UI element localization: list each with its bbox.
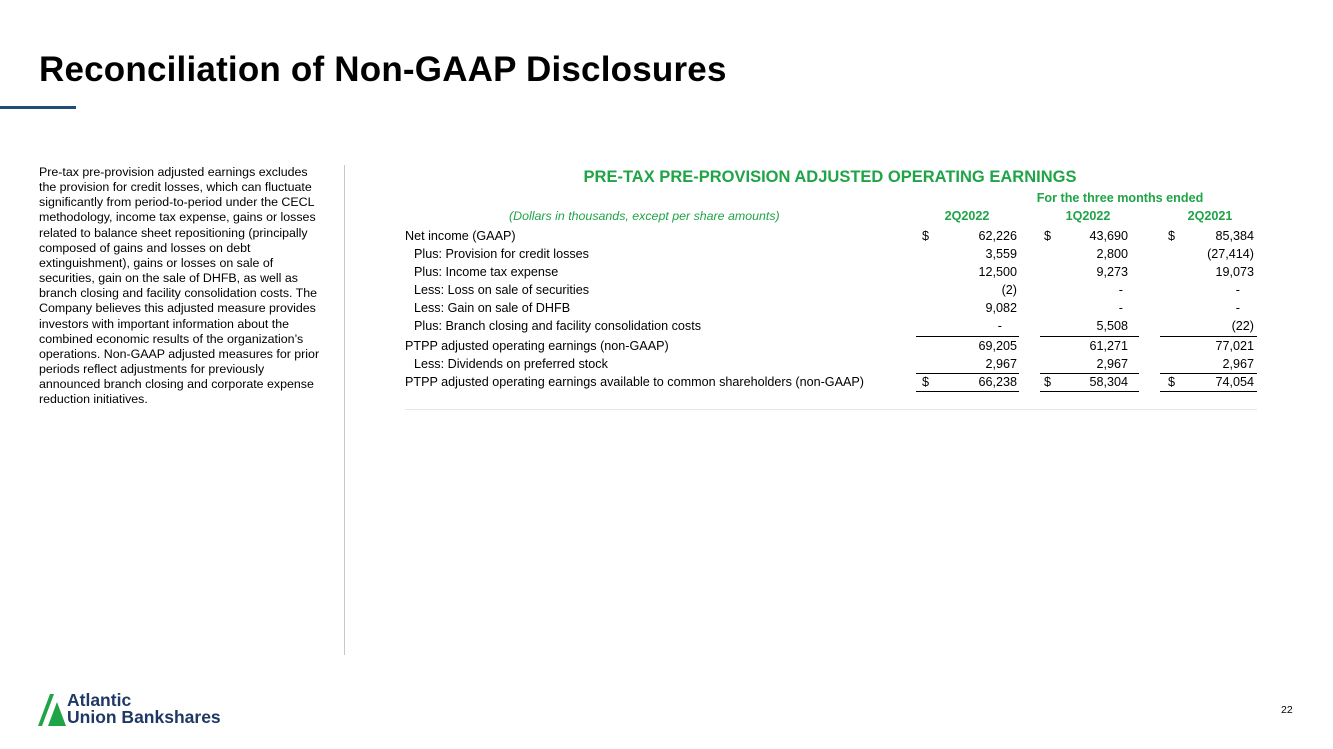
cell-2q2021: 2,967 [1222,357,1254,371]
cell-2q2022: 12,500 [978,265,1017,279]
atlantic-union-logo-icon [38,692,66,728]
row-label: Plus: Branch closing and facility consolidation costs [414,319,702,333]
page-title: Reconciliation of Non-GAAP Disclosures [39,50,727,89]
row-label: Less: Loss on sale of securities [414,283,590,297]
logo-line-1: Atlantic [67,690,132,710]
table-row [0,299,1333,317]
row-label: PTPP adjusted operating earnings available to common shareholders (non-GAAP) [405,375,864,389]
row-label: Less: Gain on sale of DHFB [414,301,571,315]
row-label: Plus: Income tax expense [414,265,559,279]
table-row [0,227,1333,245]
cell-1q2022: 58,304 [1089,375,1128,389]
cell-2q2021: - [1235,283,1240,297]
currency-symbol: $ [1044,375,1052,389]
table-row [0,337,1333,355]
row-label: Net income (GAAP) [405,229,516,243]
units-note: (Dollars in thousands, except per share amounts) [509,209,780,223]
cell-2q2022: 66,238 [978,375,1017,389]
total-double-rule [1040,391,1139,392]
currency-symbol: $ [922,375,930,389]
cell-2q2021: 77,021 [1215,339,1254,353]
cell-1q2022: 2,967 [1096,357,1128,371]
currency-symbol: $ [1168,375,1176,389]
cell-2q2021: (27,414) [1207,247,1254,261]
row-label: PTPP adjusted operating earnings (non-GAAP) [405,339,669,353]
table-row [0,355,1333,373]
cell-1q2022: 61,271 [1089,339,1128,353]
company-logo-wordmark [67,692,221,726]
cell-2q2022: (2) [1001,283,1017,297]
table-row [0,245,1333,263]
cell-2q2021: 74,054 [1215,375,1254,389]
cell-1q2022: - [1118,283,1123,297]
cell-2q2022: 9,082 [985,301,1017,315]
table-row [0,373,1333,391]
logo-line-2: Union Bankshares [67,707,221,727]
currency-symbol: $ [1168,229,1176,243]
cell-1q2022: 2,800 [1096,247,1128,261]
page-number: 22 [1281,704,1293,716]
cell-2q2022: 2,967 [985,357,1017,371]
title-underline [0,106,76,109]
row-label: Less: Dividends on preferred stock [414,357,608,371]
currency-symbol: $ [1044,229,1052,243]
period-header: For the three months ended [1036,191,1204,205]
table-row [0,281,1333,299]
table-title: PRE-TAX PRE-PROVISION ADJUSTED OPERATING EARNINGS [583,168,1077,186]
currency-symbol: $ [922,229,930,243]
total-double-rule [1160,391,1257,392]
cell-2q2022: 69,205 [978,339,1017,353]
cell-2q2021: (22) [1231,319,1254,333]
cell-2q2021: 19,073 [1215,265,1254,279]
intro-paragraph: Pre-tax pre-provision adjusted earnings excludes the provision for credit losses, which can fluctuate significantly from period-to-period under the CECL methodology, income tax expense, gains or losses related to balance sheet repositioning (principally composed of gains and losses on debt extinguishment), gains or losses on sale of securities, gain on the sale of DHFB, as well as branch closing and facility consolidation costs. The Company believes this adjusted measure provides investors with important information about the combined economic results of the organization’s operations. Non-GAAP adjusted measures for prior periods reflect adjustments for previously announced branch closing and corporate expense reduction initiatives. [39,165,320,407]
cell-2q2022: - [997,319,1002,333]
cell-1q2022: 43,690 [1089,229,1128,243]
cell-2q2021: 85,384 [1215,229,1254,243]
column-header-2q2022: 2Q2022 [944,209,990,223]
cell-1q2022: - [1118,301,1123,315]
column-header-1q2022: 1Q2022 [1065,209,1111,223]
cell-2q2022: 62,226 [978,229,1017,243]
cell-1q2022: 9,273 [1096,265,1128,279]
cell-2q2022: 3,559 [985,247,1017,261]
column-header-2q2021: 2Q2021 [1187,209,1233,223]
total-double-rule [916,391,1019,392]
table-bottom-guide [405,409,1257,410]
table-row [0,317,1333,335]
cell-1q2022: 5,508 [1096,319,1128,333]
table-row [0,263,1333,281]
row-label: Plus: Provision for credit losses [414,247,589,261]
cell-2q2021: - [1235,301,1240,315]
